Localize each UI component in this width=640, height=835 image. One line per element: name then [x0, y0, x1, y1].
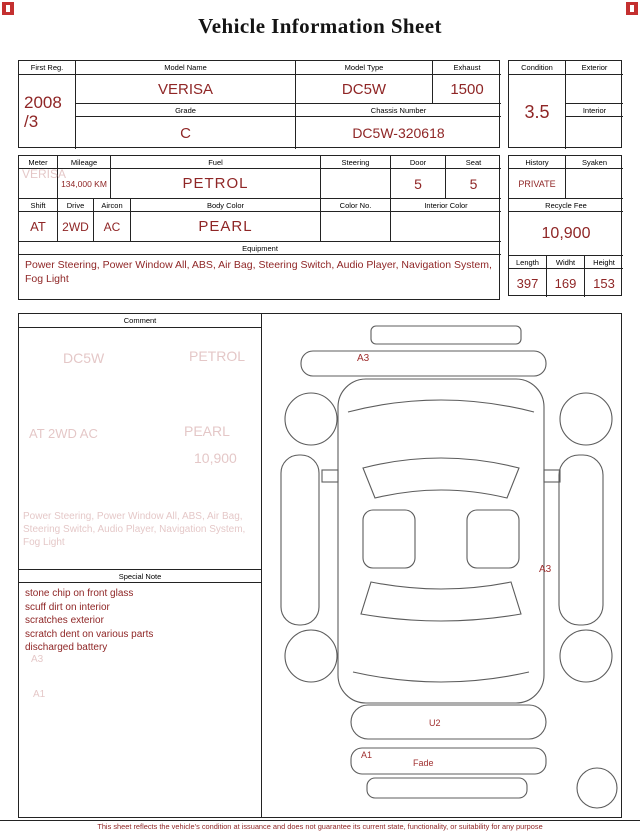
history-label: History [509, 156, 566, 169]
interior-color-label: Interior Color [391, 199, 501, 212]
trunk-line [353, 672, 529, 682]
grade-value: C [76, 117, 296, 149]
model-type-label: Model Type [296, 61, 433, 75]
model-name-label: Model Name [76, 61, 296, 75]
color-no-label: Color No. [321, 199, 391, 212]
first-reg-year: 2008 [24, 93, 62, 112]
comment-label: Comment [19, 314, 261, 328]
first-reg-month: /3 [24, 112, 39, 131]
interior-value [566, 117, 623, 149]
seat-right [467, 510, 519, 568]
chassis-number-label: Chassis Number [296, 104, 501, 117]
spare-tire [577, 768, 617, 808]
seat-value: 5 [446, 169, 501, 199]
door-value: 5 [391, 169, 446, 199]
rear-bottom-bar [367, 778, 527, 798]
wheel-rear-left [285, 630, 337, 682]
length-value: 397 [509, 269, 547, 297]
windshield [363, 458, 519, 498]
seat-label: Seat [446, 156, 501, 169]
chassis-number-value: DC5W-320618 [352, 125, 445, 141]
exterior-value [566, 75, 623, 104]
steering-value [321, 169, 391, 199]
front-bumper-view [301, 351, 546, 376]
ghost-text: A1 [33, 689, 46, 700]
ghost-text: Power Steering, Power Window All, ABS, Air Bag, Steering Switch, Audio Player, Navigation System, Fog Light [23, 511, 246, 548]
special-note-item: discharged battery [25, 642, 108, 653]
syaken-value [566, 169, 623, 199]
special-note-item: scuff dirt on interior [25, 601, 110, 613]
special-note-item: stone chip on front glass [25, 588, 134, 599]
special-note-item: scratches exterior [25, 615, 104, 626]
equipment-label: Equipment [19, 242, 501, 255]
column-divider [261, 314, 262, 817]
mirror-right [544, 470, 560, 482]
width-label: Widht [547, 256, 585, 269]
height-label: Height [585, 256, 623, 269]
ghost-text: VERISA [22, 167, 67, 181]
front-top-bar [371, 326, 521, 344]
shift-value: AT [19, 212, 58, 242]
mileage-value: 134,000 KM [58, 169, 111, 199]
recycle-fee-value: 10,900 [509, 212, 623, 256]
meter-label: Meter [19, 156, 58, 169]
fuel-value: PETROL [111, 169, 321, 199]
hood-line [348, 400, 534, 412]
wheel-front-right [560, 393, 612, 445]
ghost-text: AT 2WD AC [29, 426, 98, 441]
damage-code-a3-front: A3 [357, 353, 370, 364]
car-diagram [263, 320, 619, 812]
page-title: Vehicle Information Sheet [198, 14, 442, 38]
ghost-text: DC5W [63, 350, 105, 366]
seat-left [363, 510, 415, 568]
meter-value [19, 169, 58, 199]
wheel-front-left [285, 393, 337, 445]
side-panel-right [559, 455, 603, 625]
width-value: 169 [547, 269, 585, 297]
first-reg-value [19, 75, 76, 149]
model-type-value: DC5W [296, 75, 433, 104]
damage-code-a3-side: A3 [539, 564, 552, 575]
condition-value: 3.5 [509, 75, 566, 149]
damage-code-a1: A1 [361, 750, 373, 760]
equipment-value: Power Steering, Power Window All, ABS, Air Bag, Steering Switch, Audio Player, Navigation System, Fog Light [25, 259, 492, 285]
shift-label: Shift [19, 199, 58, 212]
footer-disclaimer: This sheet reflects the vehicle's condition at issuance and does not guarantee its current state, functionality, or suitability for any purpose [97, 822, 543, 831]
specs-table [18, 155, 500, 300]
interior-color-value [391, 212, 501, 242]
car-body-outline [338, 379, 544, 703]
rear-lower-bar [351, 748, 546, 774]
exterior-label: Exterior [566, 61, 623, 75]
ghost-text: 10,900 [194, 450, 237, 466]
height-value: 153 [593, 275, 615, 291]
body-color-value: PEARL [131, 212, 321, 242]
recycle-fee-label: Recycle Fee [509, 199, 623, 212]
aircon-value: AC [94, 212, 131, 242]
vehicle-info-table [18, 60, 500, 148]
grade-label: Grade [76, 104, 296, 117]
color-no-value [321, 212, 391, 242]
condition-label: Condition [509, 61, 566, 75]
steering-label: Steering [321, 156, 391, 169]
ghost-text: PETROL [189, 348, 246, 364]
special-note-list [25, 587, 255, 655]
footer-rule [0, 820, 640, 821]
mileage-label: Mileage [58, 156, 111, 169]
side-panel-left [281, 455, 319, 625]
length-label: Length [509, 256, 547, 269]
drive-label: Drive [58, 199, 94, 212]
aircon-label: Aircon [94, 199, 131, 212]
condition-table [508, 60, 622, 148]
interior-label: Interior [566, 104, 623, 117]
wheel-rear-right [560, 630, 612, 682]
model-name-value: VERISA [76, 75, 296, 104]
special-note-item: scratch dent on various parts [25, 628, 154, 640]
history-table [508, 155, 622, 296]
first-reg-label: First Reg. [19, 61, 76, 75]
ghost-text: A3 [31, 654, 44, 665]
history-value: PRIVATE [509, 169, 566, 199]
body-color-label: Body Color [131, 199, 321, 212]
rear-bumper-view [351, 705, 546, 739]
syaken-label: Syaken [566, 156, 623, 169]
door-label: Door [391, 156, 446, 169]
inspection-panel [18, 313, 622, 818]
rear-window [361, 582, 521, 621]
fuel-label: Fuel [111, 156, 321, 169]
drive-value: 2WD [58, 212, 94, 242]
damage-code-fade: Fade [413, 758, 434, 768]
mirror-left [322, 470, 338, 482]
special-note-label: Special Note [19, 569, 261, 583]
damage-code-u2: U2 [429, 718, 441, 728]
ghost-text: PEARL [184, 423, 230, 439]
exhaust-label: Exhaust [433, 61, 501, 75]
exhaust-value: 1500 [433, 75, 501, 104]
